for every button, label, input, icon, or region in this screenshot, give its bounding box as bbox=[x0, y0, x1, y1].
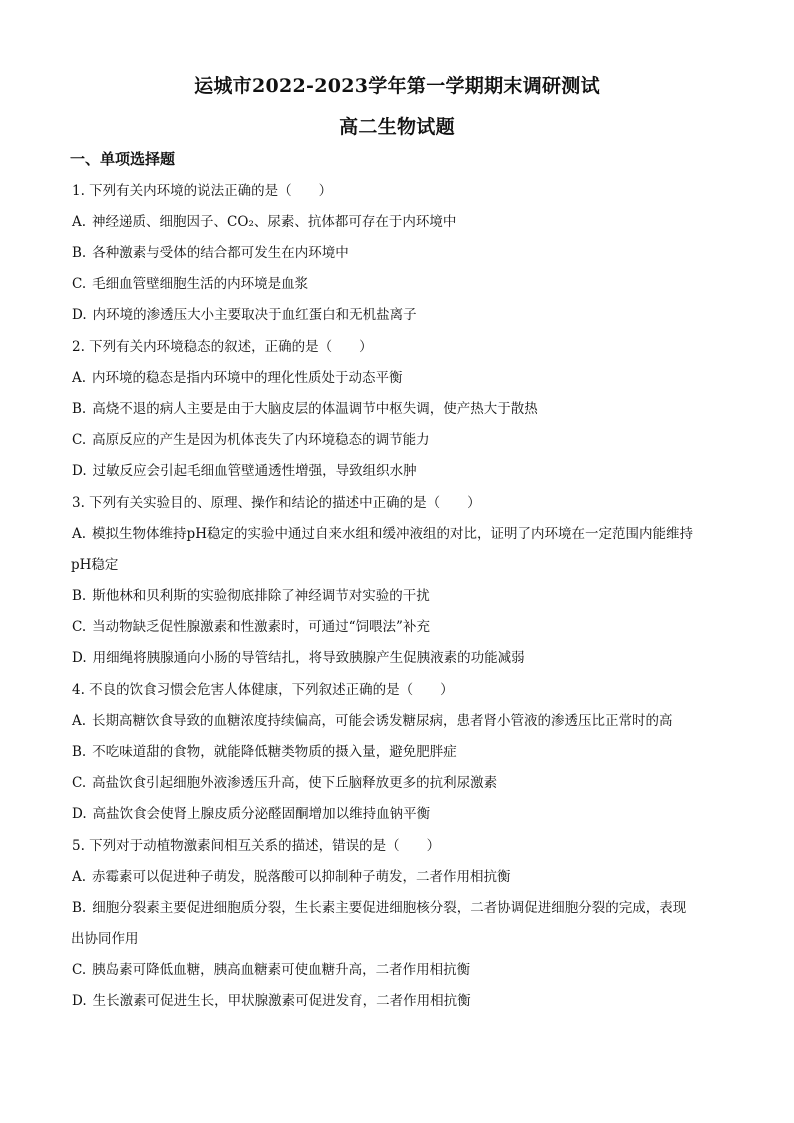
option-text: 毛细血管壁细胞生活的内环境是血浆 bbox=[92, 276, 309, 292]
option-text: 内环境的稳态是指内环境中的理化性质处于动态平衡 bbox=[92, 370, 403, 386]
option-label: D. bbox=[72, 650, 87, 666]
option-label: C. bbox=[72, 432, 87, 448]
option bbox=[72, 213, 456, 231]
option-label: B. bbox=[72, 744, 87, 760]
option bbox=[72, 369, 403, 387]
option bbox=[72, 774, 497, 792]
option bbox=[72, 306, 417, 324]
exam-subtitle: 高二生物试题 bbox=[339, 116, 455, 138]
option bbox=[72, 587, 430, 605]
option-label: D. bbox=[72, 993, 87, 1009]
option bbox=[72, 712, 673, 730]
option bbox=[72, 462, 417, 480]
option-text: 胰岛素可降低血糖，胰高血糖素可使血糖升高，二者作用相抗衡 bbox=[92, 962, 471, 978]
option-text: 生长激素可促进生长，甲状腺激素可促进发育，二者作用相抗衡 bbox=[92, 993, 471, 1009]
question-stem: 2. 下列有关内环境稳态的叙述，正确的是（ ） bbox=[72, 339, 373, 355]
option-text: 高盐饮食会使肾上腺皮质分泌醛固酮增加以维持血钠平衡 bbox=[92, 806, 431, 822]
option-label: B. bbox=[72, 245, 87, 261]
option-text: 赤霉素可以促进种子萌发，脱落酸可以抑制种子萌发，二者作用相抗衡 bbox=[92, 869, 511, 885]
option-label: A. bbox=[72, 526, 87, 542]
option-label: A. bbox=[72, 214, 87, 230]
option bbox=[72, 992, 471, 1010]
option-text: 过敏反应会引起毛细血管壁通透性增强，导致组织水肿 bbox=[92, 463, 417, 479]
option-text: 模拟生物体维持pH稳定的实验中通过自来水组和缓冲液组的对比，证明了内环境在一定范围内能维持 bbox=[92, 526, 693, 542]
question-stem: 5. 下列对于动植物激素间相互关系的描述，错误的是（ ） bbox=[72, 838, 441, 854]
option-text: 不吃味道甜的食物，就能降低糖类物质的摄入量，避免肥胖症 bbox=[92, 744, 457, 760]
option-text: 内环境的渗透压大小主要取决于血红蛋白和无机盐离子 bbox=[92, 307, 417, 323]
option-text: 高盐饮食引起细胞外液渗透压升高，使下丘脑释放更多的抗利尿激素 bbox=[92, 775, 498, 791]
option-label: D. bbox=[72, 463, 87, 479]
option-label: C. bbox=[72, 775, 87, 791]
option-text: 神经递质、细胞因子、CO₂、尿素、抗体都可存在于内环境中 bbox=[92, 214, 457, 230]
question-stem: 3. 下列有关实验目的、原理、操作和结论的描述中正确的是（ ） bbox=[72, 495, 481, 511]
option-label: B. bbox=[72, 900, 87, 916]
option bbox=[72, 899, 686, 917]
option-label: C. bbox=[72, 276, 87, 292]
option bbox=[72, 275, 308, 293]
option-text: 细胞分裂素主要促进细胞质分裂，生长素主要促进细胞核分裂，二者协调促进细胞分裂的完成，表现 bbox=[92, 900, 687, 916]
option-text: 用细绳将胰腺通向小肠的导管结扎，将导致胰腺产生促胰液素的功能减弱 bbox=[92, 650, 525, 666]
option-label: D. bbox=[72, 806, 87, 822]
option bbox=[72, 649, 525, 667]
option bbox=[72, 400, 538, 418]
option-label: B. bbox=[72, 588, 87, 604]
option-continuation: pH稳定 bbox=[71, 557, 119, 573]
option-label: A. bbox=[72, 869, 87, 885]
option-text: 斯他林和贝利斯的实验彻底排除了神经调节对实验的干扰 bbox=[92, 588, 430, 604]
option-label: C. bbox=[72, 619, 87, 635]
option-text: 长期高糖饮食导致的血糖浓度持续偏高，可能会诱发糖尿病，患者肾小管液的渗透压比正常时的高 bbox=[92, 713, 673, 729]
option-label: B. bbox=[72, 401, 87, 417]
option bbox=[72, 961, 470, 979]
option-label: D. bbox=[72, 307, 87, 323]
option bbox=[72, 244, 349, 262]
option-text: 当动物缺乏促性腺激素和性激素时，可通过“饲喂法”补充 bbox=[92, 619, 430, 635]
option-text: 各种激素与受体的结合都可发生在内环境中 bbox=[92, 245, 349, 261]
question-stem: 4. 不良的饮食习惯会危害人体健康，下列叙述正确的是（ ） bbox=[72, 682, 454, 698]
option bbox=[72, 743, 457, 761]
option-label: C. bbox=[72, 962, 87, 978]
option-text: 高原反应的产生是因为机体丧失了内环境稳态的调节能力 bbox=[92, 432, 430, 448]
option bbox=[72, 618, 430, 636]
option bbox=[72, 868, 511, 886]
section-heading: 一、单项选择题 bbox=[70, 150, 176, 168]
option bbox=[72, 805, 430, 823]
option-label: A. bbox=[72, 370, 87, 386]
option bbox=[72, 431, 430, 449]
question-stem: 1. 下列有关内环境的说法正确的是（ ） bbox=[72, 183, 333, 199]
option-text: 高烧不退的病人主要是由于大脑皮层的体温调节中枢失调，使产热大于散热 bbox=[92, 401, 538, 417]
option bbox=[72, 525, 693, 543]
exam-title: 运城市2022-2023学年第一学期期末调研测试 bbox=[194, 75, 600, 97]
option-label: A. bbox=[72, 713, 87, 729]
option-continuation: 出协同作用 bbox=[71, 931, 139, 947]
